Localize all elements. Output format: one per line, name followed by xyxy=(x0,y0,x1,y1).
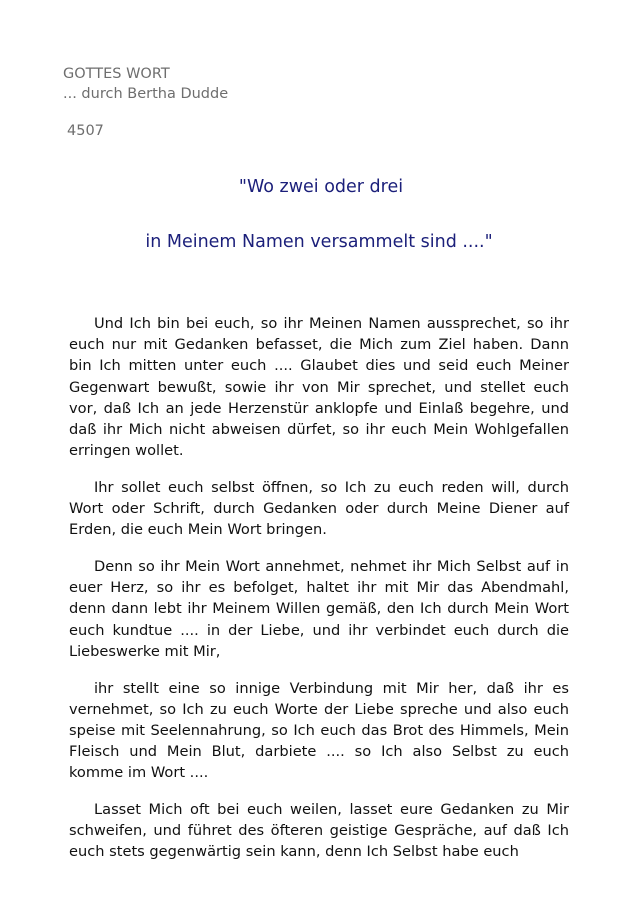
header-title: GOTTES WORT xyxy=(63,66,170,82)
paragraph: Lasset Mich oft bei euch weilen, lasset eure Gedanken zu Mir schweifen, und führet des öfteren geistige Gespräche, auf daß Ich euch stets gegenwärtig sein kann, denn Ich Selbst habe euch xyxy=(69,801,569,861)
document-title-line-1: "Wo zwei oder drei xyxy=(238,177,404,197)
document-title-line-2: in Meinem Namen versammelt sind ...." xyxy=(145,232,493,252)
paragraph: Denn so ihr Mein Wort annehmet, nehmet ihr Mich Selbst auf in euer Herz, so ihr es befolget, haltet ihr mit Mir das Abendmahl, denn dann lebt ihr Meinem Willen gemäß, den Ich durch Mein Wort euch kundtue .... in der Liebe, und ihr verbindet euch durch die Liebeswerke mit Mir, xyxy=(69,558,569,660)
page-header xyxy=(63,64,228,104)
paragraph: Ihr sollet euch selbst öffnen, so Ich zu euch reden will, durch Wort oder Schrift, durch Gedanken oder durch Meine Diener auf Erden, die euch Mein Wort bringen. xyxy=(69,478,569,539)
header-subtitle: ... durch Bertha Dudde xyxy=(63,86,229,102)
document-body xyxy=(69,313,569,878)
document-number: 4507 xyxy=(67,123,104,139)
paragraph: Und Ich bin bei euch, so ihr Meinen Namen aussprechet, so ihr euch nur mit Gedanken befasset, die Mich zum Ziel haben. Dann bin Ich mitten unter euch .... Glaubet dies und seid euch Meiner Gegenwart bewußt, sowie ihr von Mir sprechet, und stellet euch vor, daß Ich an jede Herzenstür anklopfe und Einlaß begehre, und daß ihr Mich nicht abweisen dürfet, so ihr euch Mein Wohlgefallen erringen wollet. xyxy=(69,315,569,460)
paragraph: ihr stellt eine so innige Verbindung mit Mir her, daß ihr es vernehmet, so Ich zu euch Worte der Liebe spreche und also euch speise mit Seelennahrung, so Ich euch das Brot des Himmels, Mein Fleisch und Mein Blut, darbiete .... so Ich also Selbst zu euch komme im Wort .... xyxy=(69,679,569,782)
